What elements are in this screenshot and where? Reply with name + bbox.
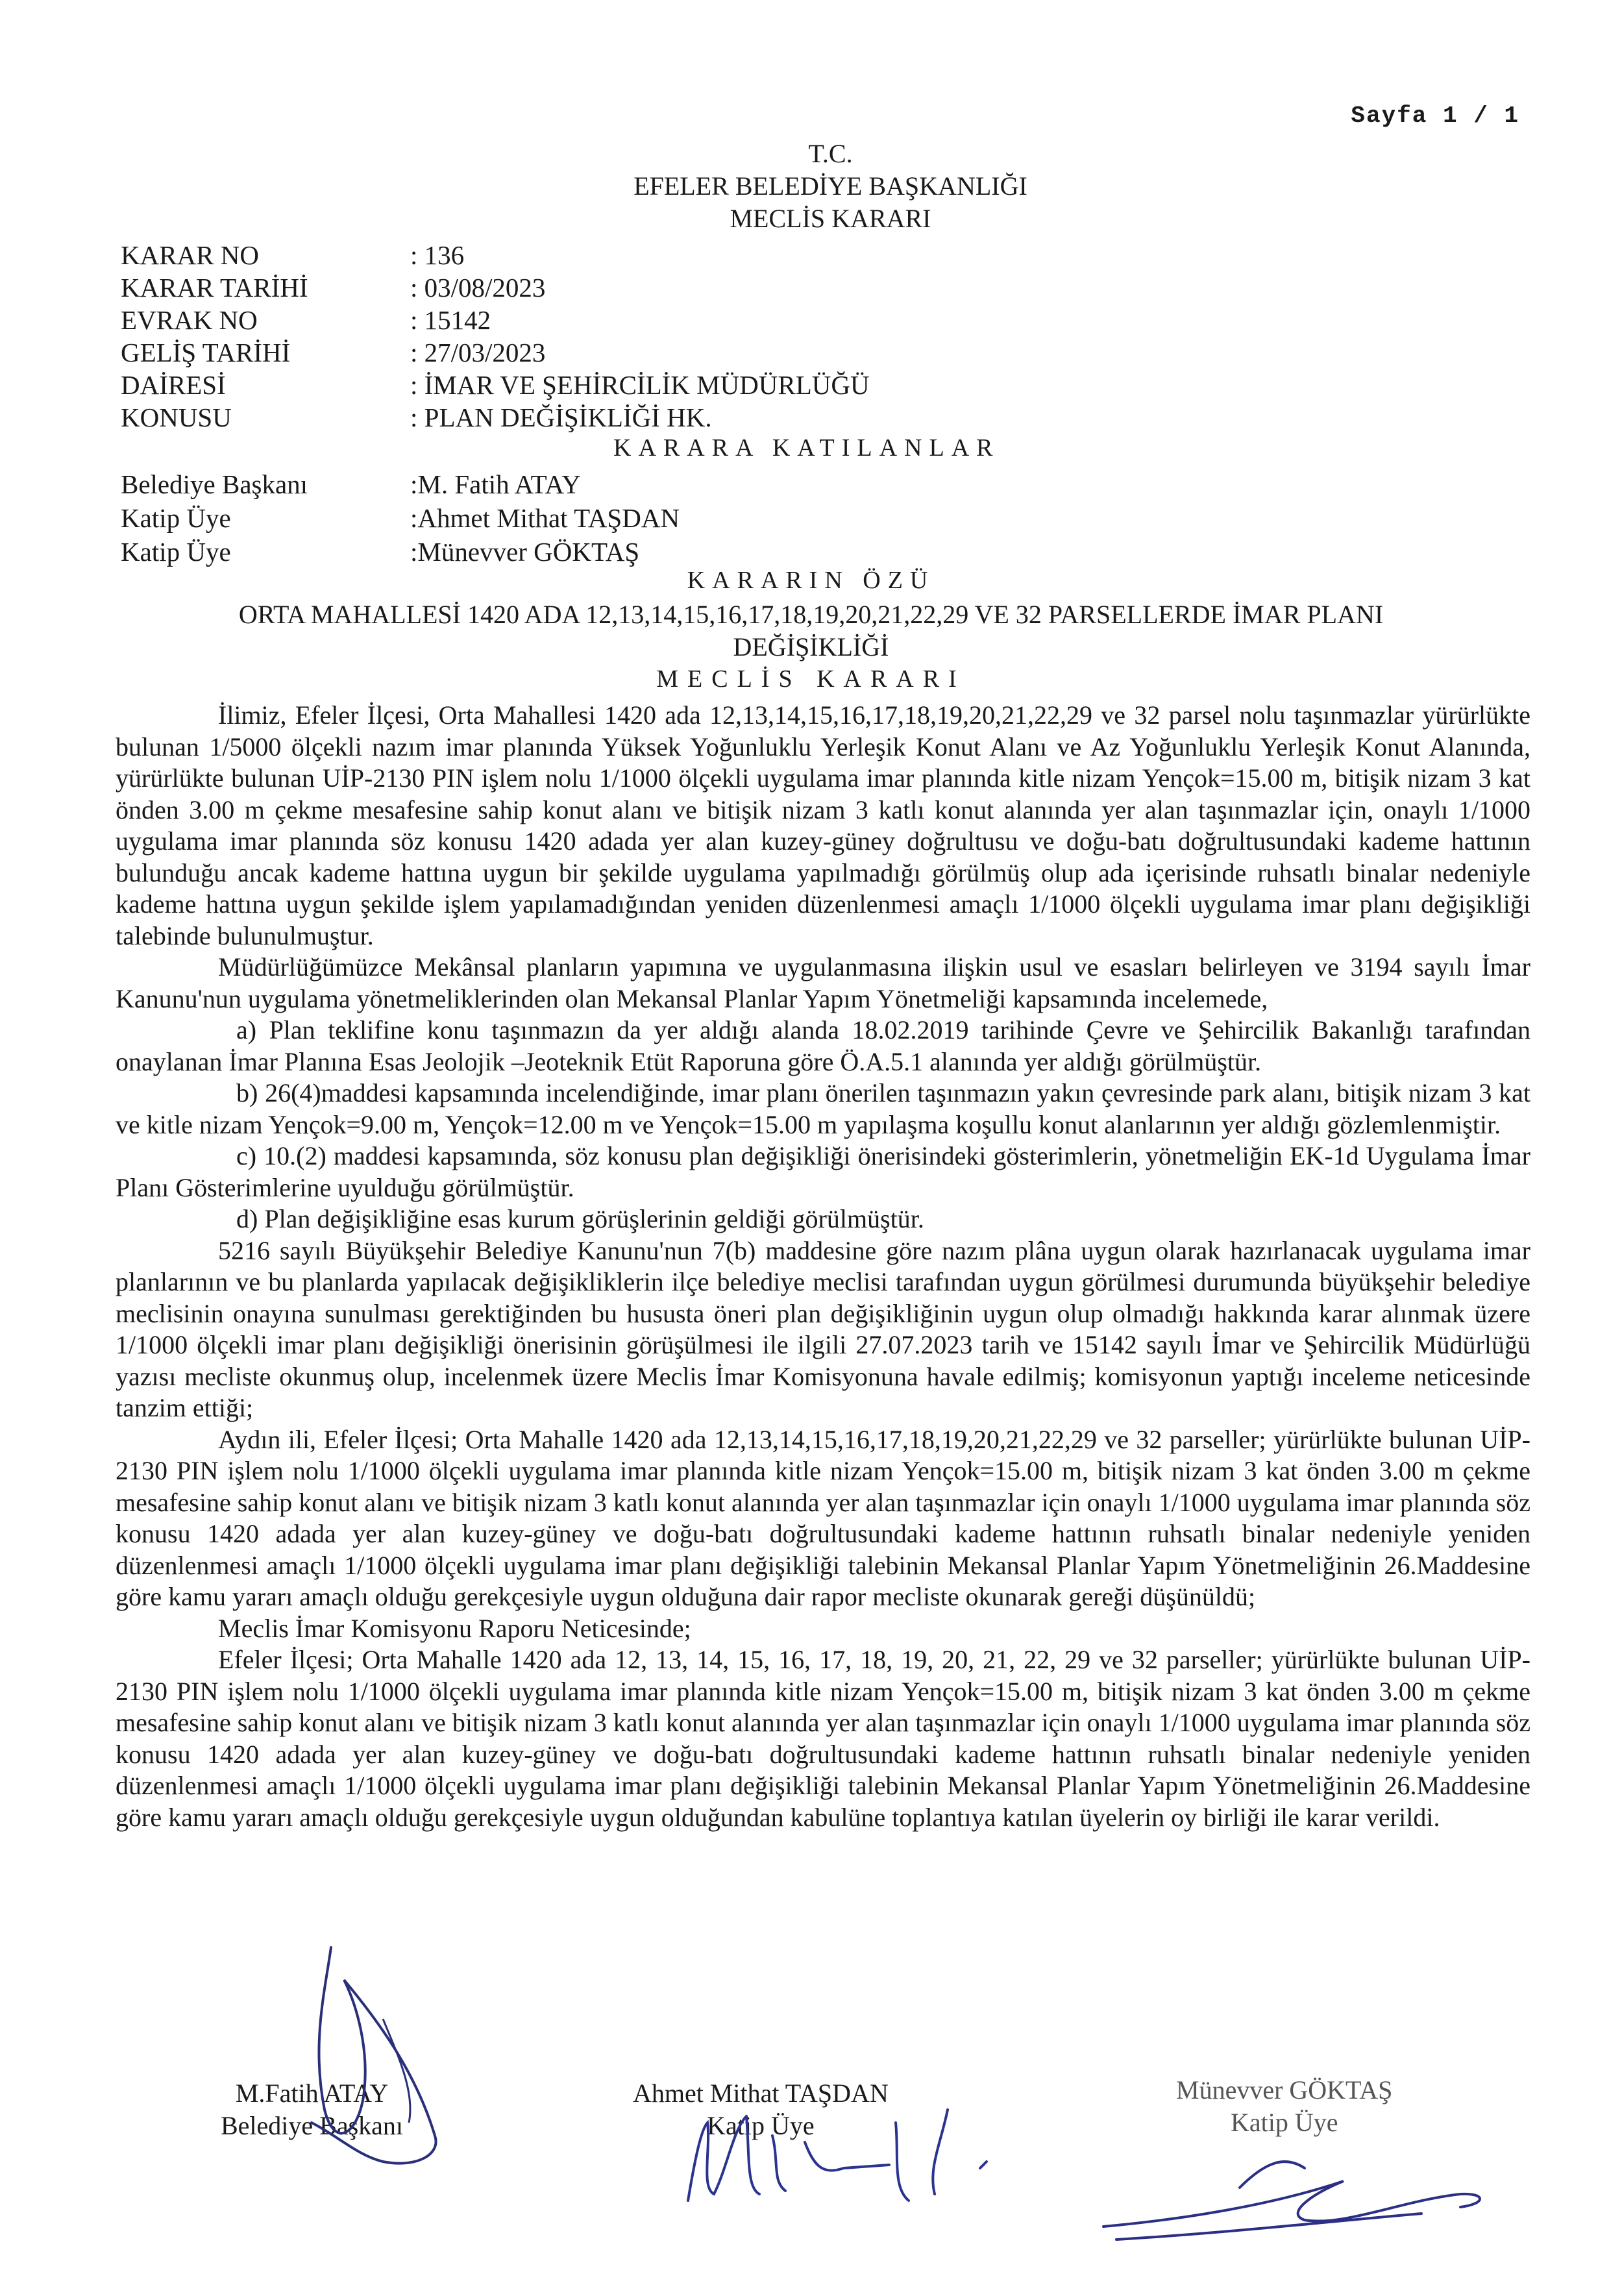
participant-row — [121, 467, 680, 501]
meta-value: : 136 — [410, 240, 465, 270]
signature-block-clerk-2 — [1176, 2074, 1392, 2139]
decision-subject: ORTA MAHALLESİ 1420 ADA 12,13,14,15,16,17,18,19,20,21,22,29 VE 32 PARSELLERDE İMAR PLANI DEĞİŞİKLİĞİ — [238, 600, 1384, 661]
meta-key: KARAR NO — [121, 240, 259, 270]
meta-key: KARAR TARİHİ — [121, 273, 308, 302]
participant-name: :M. Fatih ATAY — [410, 469, 581, 499]
body-paragraph: Aydın ili, Efeler İlçesi; Orta Mahalle 1420 ada 12,13,14,15,16,17,18,19,20,21,22,29 ve 32 parseller; yürürlükte bulunan UİP-2130 PIN işlem nolu 1/1000 ölçekli uygulama imar planında kitle nizam Yençok=15.00 m, bitişik nizam 3 kat önden 3.00 m çekme mesafesine sahip konut alanı ve bitişik nizam 3 katlı konut alanında yer alan taşınmazlar için onaylı 1/1000 uygulama imar planında söz konusu 1420 adada yer alan kuzey-güney ve doğu-batı doğrultusundaki kademe hattının ruhsatlı binalar nedeniyle yeniden düzenlenmesi amaçlı 1/1000 ölçekli uygulama imar planı değişikliği talebinin Mekansal Planlar Yapım Yönetmeliğinin 26.Maddesine göre kamu yararı amaçlı olduğu gerekçesiyle uygun olduğuna dair rapor mecliste okunarak gereği düşünüldü; — [116, 1424, 1530, 1611]
signatory-title: Belediye Başkanı — [221, 2111, 404, 2140]
signatory-name: Münevver GÖKTAŞ — [1176, 2075, 1393, 2105]
summary-title: KARARIN ÖZÜ — [687, 567, 935, 594]
meta-row — [121, 369, 870, 401]
page-number: Sayfa 1 / 1 — [1351, 103, 1519, 129]
meta-row — [121, 239, 870, 271]
body-paragraph: d) Plan değişikliğine esas kurum görüşlerinin geldiği görülmüştür. — [236, 1204, 924, 1233]
participants-list — [121, 467, 680, 569]
clerk-2-signature-icon — [1097, 2142, 1499, 2253]
mayor-signature-icon — [286, 1941, 467, 2181]
meta-key: DAİRESİ — [121, 370, 226, 400]
meta-value: : 15142 — [410, 305, 491, 335]
meta-key: GELİŞ TARİHİ — [121, 338, 291, 367]
meta-key: KONUSU — [121, 402, 232, 432]
decision-meta — [121, 239, 870, 434]
body-paragraph: Efeler İlçesi; Orta Mahalle 1420 ada 12, 13, 14, 15, 16, 17, 18, 19, 20, 21, 22, 29 ve 32 parseller; yürürlükte bulunan UİP-2130 PIN işlem nolu 1/1000 ölçekli uygulama imar planında kitle nizam Yençok=15.00 m, bitişik nizam 3 kat önden 3.00 m çekme mesafesine sahip konut alanı ve bitişik nizam 3 katlı konut alanında yer alan taşınmazlar için onaylı 1/1000 uygulama imar planında söz konusu 1420 adada yer alan kuzey-güney ve doğu-batı doğrultusundaki kademe hattının ruhsatlı binalar nedeniyle yeniden düzenlenmesi amaçlı 1/1000 ölçekli uygulama imar planı değişikliği talebinin Mekansal Planlar Yapım Yönetmeliğinin 26.Maddesine göre kamu yararı amaçlı olduğu gerekçesiyle uygun olduğundan kabulüne toplantıya katılan üyelerin oy birliği ile karar verildi. — [116, 1645, 1530, 1832]
meta-key: EVRAK NO — [121, 305, 258, 335]
decision-title: MECLİS KARARI — [656, 665, 966, 693]
body-paragraph: a) Plan teklifine konu taşınmazın da yer aldığı alanda 18.02.2019 tarihinde Çevre ve Şehircilik Bakanlığı tarafından onaylanan İmar Planına Esas Jeolojik –Jeoteknik Etüt Raporuna göre Ö.A.5.1 alanında yer aldığı görülmüştür. — [116, 1015, 1530, 1076]
signatory-title: Katip Üye — [707, 2111, 815, 2140]
header-tc: T.C. — [808, 139, 853, 168]
participant-role: Belediye Başkanı — [121, 469, 308, 499]
clerk-1-signature-icon — [675, 2097, 1013, 2214]
signatory-name: M.Fatih ATAY — [235, 2079, 389, 2108]
signatory-title: Katip Üye — [1230, 2108, 1338, 2137]
body-paragraph: c) 10.(2) maddesi kapsamında, söz konusu plan değişikliği önerisindeki gösterimlerin, yönetmeliğin EK-1d Uygulama İmar Planı Gösterimlerine uyulduğu görülmüştür. — [116, 1141, 1530, 1202]
meta-row — [121, 336, 870, 369]
document-header — [0, 138, 1622, 235]
participant-role: Katip Üye — [121, 537, 231, 567]
meta-value: : 03/08/2023 — [410, 273, 546, 302]
meta-row — [121, 271, 870, 304]
body-paragraph: 5216 sayılı Büyükşehir Belediye Kanunu'nun 7(b) maddesine göre nazım plâna uygun olarak hazırlanacak uygulama imar planlarının ve bu planlarda yapılacak değişikliklerin ilçe belediye meclisi tarafından uygun görülmesi durumunda büyükşehir belediye meclisinin onayına sunulması gerektiğinden bu hususta öneri plan değişikliğinin uygun olup olmadığı hakkında karar alınmak üzere 1/1000 ölçekli imar planı değişikliği önerisinin görüşülmesi ile ilgili 27.07.2023 tarih ve 15142 sayılı İmar ve Şehircilik Müdürlüğü yazısı mecliste okunmuş olup, incelenmek üzere Meclis İmar Komisyonuna havale edilmiş; komisyonun yaptığı inceleme neticesinde tanzim ettiği; — [116, 1235, 1530, 1422]
participant-row — [121, 501, 680, 535]
body-paragraph: Meclis İmar Komisyonu Raporu Neticesinde; — [218, 1613, 691, 1643]
participants-title: KARARA KATILANLAR — [613, 434, 1000, 462]
meta-row — [121, 401, 870, 434]
header-doc-type: MECLİS KARARI — [730, 204, 931, 233]
body-paragraph: Müdürlüğümüzce Mekânsal planların yapımına ve uygulanmasına ilişkin usul ve esasları belirleyen ve 3194 sayılı İmar Kanunu'nun uygulama yönetmeliklerinden olan Mekansal Planlar Yapım Yönetmeliği kapsamında incelemede, — [116, 952, 1530, 1013]
body-paragraph: b) 26(4)maddesi kapsamında incelendiğinde, imar planı önerilen taşınmazın yakın çevresinde park alanı, bitişik nizam 3 kat ve kitle nizam Yençok=9.00 m, Yençok=12.00 m ve Yençok=15.00 m yapılaşma koşullu konut alanlarının yer aldığı gözlemlenmiştir. — [116, 1078, 1530, 1139]
meta-value: : PLAN DEĞİŞİKLİĞİ HK. — [410, 402, 712, 432]
meta-value: : İMAR VE ŞEHİRCİLİK MÜDÜRLÜĞÜ — [410, 370, 870, 400]
decision-body — [116, 700, 1530, 1833]
header-institution: EFELER BELEDİYE BAŞKANLIĞI — [633, 171, 1027, 201]
participant-row — [121, 535, 680, 569]
meta-row — [121, 304, 870, 336]
participant-name: :Ahmet Mithat TAŞDAN — [410, 503, 680, 533]
meta-value: : 27/03/2023 — [410, 338, 546, 367]
participant-role: Katip Üye — [121, 503, 231, 533]
participant-name: :Münevver GÖKTAŞ — [410, 537, 640, 567]
body-paragraph: İlimiz, Efeler İlçesi, Orta Mahallesi 1420 ada 12,13,14,15,16,17,18,19,20,21,22,29 ve 32 parsel nolu taşınmazlar yürürlükte bulunan 1/5000 ölçekli nazım imar planında Yüksek Yoğunluklu Yerleşik Konut Alanı ve Az Yoğunluklu Yerleşik Konut Alanında, yürürlükte bulunan UİP-2130 PIN işlem nolu 1/1000 ölçekli uygulama imar planında kitle nizam Yençok=15.00 m, bitişik nizam 3 kat önden 3.00 m çekme mesafesine sahip konut alanı ve bitişik nizam 3 katlı konut alanında yer alan taşınmazlar için, onaylı 1/1000 uygulama imar planında söz konusu 1420 adada yer alan kuzey-güney doğrultusu ve doğu-batı doğrultusundaki kademe hattının bulunduğu ancak kademe hattına uygun bir şekilde uygulama yapılmadığı görülmüş olup ada içerisinde ruhsatlı binalar nedeniyle kademe hattına uygun şekilde işlem yapılamadığından yeniden düzenlenmesi amaçlı 1/1000 ölçekli uygulama imar planı değişikliği talebinde bulunulmuştur. — [116, 700, 1530, 950]
signatory-name: Ahmet Mithat TAŞDAN — [633, 2079, 889, 2108]
